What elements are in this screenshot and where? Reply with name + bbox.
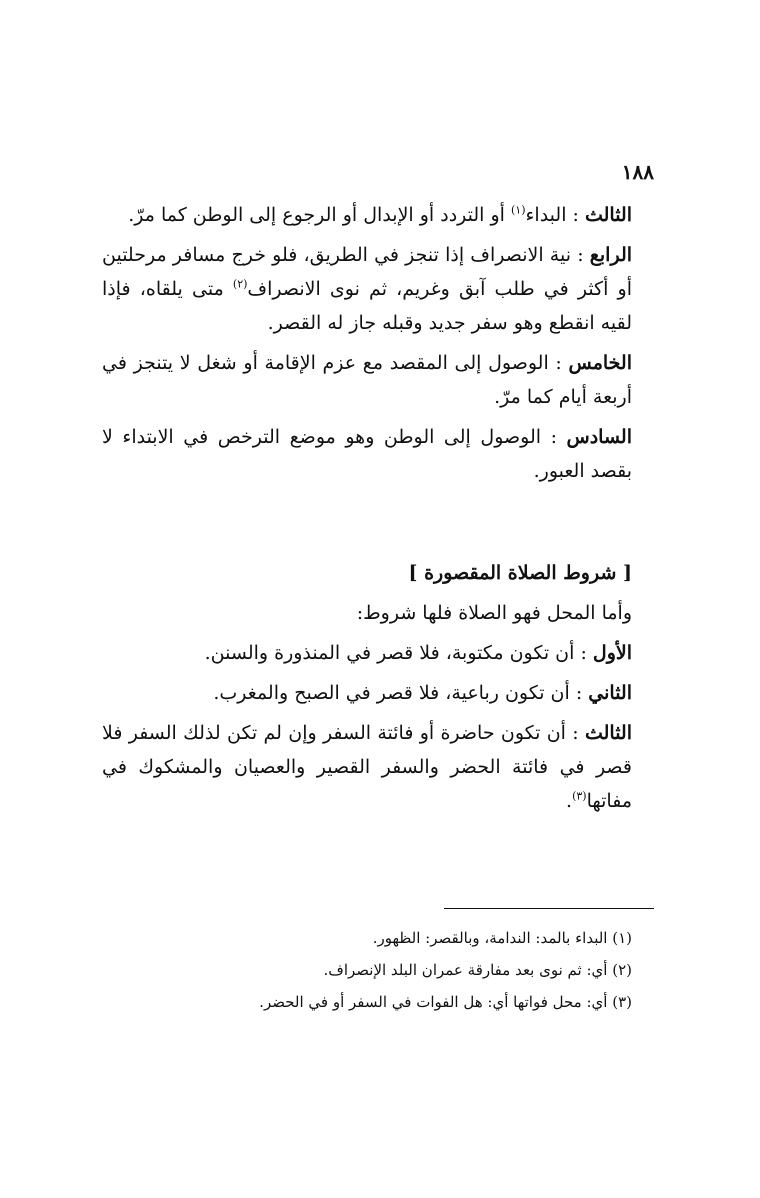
paragraph-text: : أن تكون رباعية، فلا قصر في الصبح والمغرب. [213,682,589,704]
paragraph-third-condition [102,716,654,818]
paragraph-sixth [102,420,654,488]
footnote-3: (٣) أي: محل فواتها أي: هل الفوات في السفر أو في الحضر. [259,993,632,1011]
paragraph-text: : الوصول إلى الوطن وهو موضع الترخص في الابتداء لا بقصد العبور. [102,426,632,482]
paragraph-text: : نية الانصراف إذا تنجز في الطريق، فلو خرج مسافر مرحلتين أو أكثر في طلب آبق وغريم، ثم نوى الانصراف [102,244,632,300]
paragraph-third [102,198,654,232]
paragraph-lead: الثالث [584,204,632,226]
prayer-conditions-section [102,556,654,824]
paragraph-text: : الوصول إلى المقصد مع عزم الإقامة أو شغل لا يتنجز في أربعة أيام كما مرّ. [102,352,632,408]
paragraph-lead: السادس [566,426,632,448]
paragraph-fifth [102,346,654,414]
footnote-reference: (٣) [572,789,587,803]
paragraph-lead: الثالث [584,722,632,744]
footnote-reference: (٢) [232,277,248,291]
paragraph-lead: الثاني [588,682,632,704]
footnote-reference: (١) [510,203,526,217]
paragraph-text-continued: أو التردد أو الإبدال أو الرجوع إلى الوطن كما مرّ. [128,204,511,226]
footnotes [102,922,654,1018]
paragraph-lead: الخامس [568,352,632,374]
paragraph-text-continued: . [566,790,573,812]
paragraph-lead: الرابع [589,244,633,266]
paragraph-lead: الأول [592,642,632,664]
paragraph-second [102,676,654,710]
page-number: ١٨٨ [621,160,654,184]
footnote-1: (١) البداء بالمد: الندامة، وبالقصر: الظهور. [372,929,632,947]
paragraph-text-continued: متى يلقاه، فإذا لقيه انقطع وهو سفر جديد وقبله جاز له القصر. [102,278,632,334]
section-intro: وأما المحل فهو الصلاة فلها شروط: [356,602,632,624]
paragraph-text: : البداء [525,204,585,226]
footnote-divider [444,908,654,909]
conditions-list [102,198,654,494]
paragraph-fourth [102,238,654,340]
paragraph-text: : أن تكون حاضرة أو فائتة السفر وإن لم تكن لذلك السفر فلا قصر في فائتة الحضر والسفر القصير والعصيان والمشكوك في مفاتها [102,722,632,812]
paragraph-text: : أن تكون مكتوبة، فلا قصر في المنذورة والسنن. [204,642,593,664]
footnote-2: (٢) أي: ثم نوى بعد مفارقة عمران البلد الإنصراف. [323,961,632,979]
paragraph-first [102,636,654,670]
section-heading: [ شروط الصلاة المقصورة ] [408,562,632,584]
